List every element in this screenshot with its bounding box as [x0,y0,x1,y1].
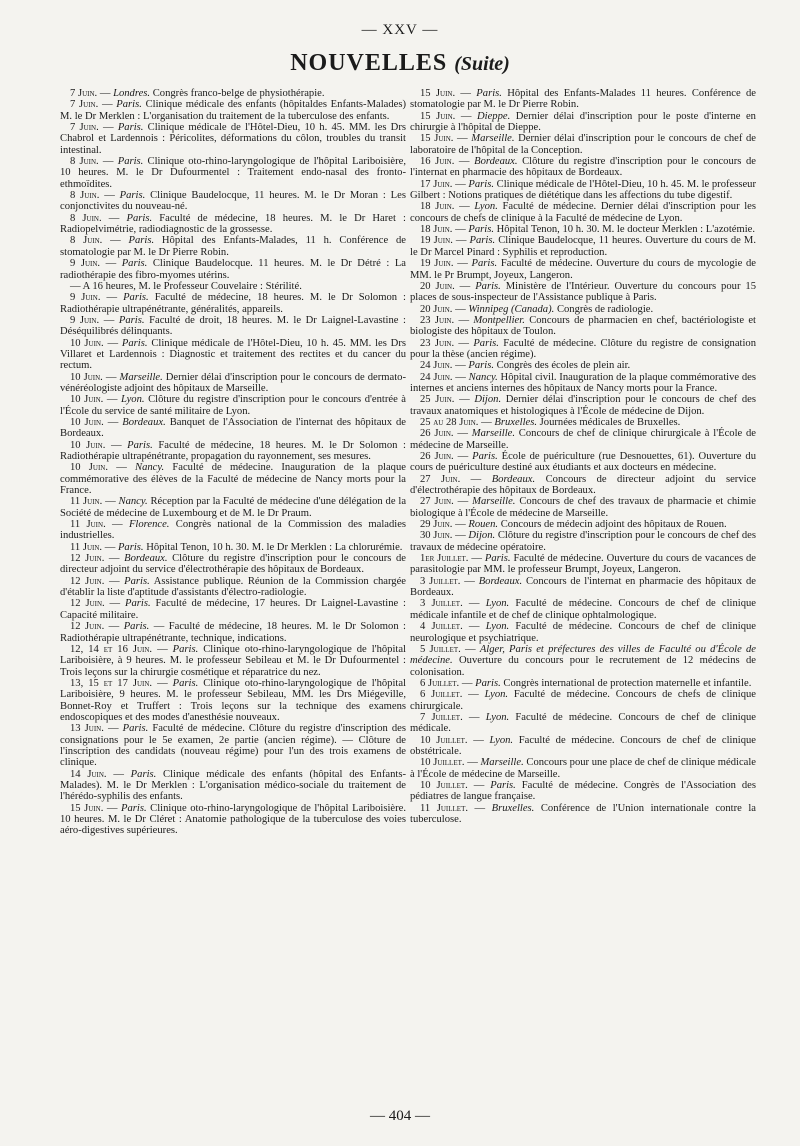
news-entry: 15 Juin. — Marseille. Dernier délai d'inscription pour le concours de chef de laboratoire de l'hôpital de la Conception. [410,133,756,156]
entry-date: 5 Juillet. [420,643,461,655]
entry-text: Congrès des écoles de plein air. [496,360,631,372]
entry-text: Hôpital des Enfants-Malades, 11 h. Conférence de stomatologie par M. le Dr Pierre Robin. [60,235,406,258]
entry-date: 15 Juin. [420,88,456,99]
entry-text: Congrès international de protection maternelle et infantile. [503,677,752,689]
news-entry: 9 Juin. — Paris. Clinique Baudelocque. 11 heures. M. le Dr Détré : La radiothérapie des fibro-myomes utérins. [60,258,406,281]
news-entry: 12 Juin. — Paris. Faculté de médecine, 17 heures. Dr Laignel-Lavastine : Capacité militaire. [60,598,407,621]
entry-text: Clôture du registre d'inscription pour le concours de directeur adjoint du service d'électrothérapie des hôpitaux de Bordeaux. [60,553,406,576]
entry-place: Marseille. [471,428,515,440]
entry-place: Montpellier. [473,314,525,326]
entry-date: 12, 14 et 16 Juin. [70,643,153,655]
entry-place: Lyon. [484,689,509,701]
news-entry: 19 Juin. — Paris. Faculté de médecine. Ouverture du cours de mycologie de MM. le Pr Brumpt, Joyeux, Langeron. [410,258,756,281]
entry-date: 15 Juin. [70,802,104,814]
news-entry: 10 Juin. — Paris. Faculté de médecine, 18 heures. M. le Dr Solomon : Radiothérapie ultrapénétrante, propagation du rayonnement, ses mesures. [60,439,406,462]
news-entry: 30 Juin. — Dijon. Clôture du registre d'inscription pour le concours de chef des travaux de médecine opératoire. [410,530,756,553]
entry-date: 3 Juillet. [420,575,461,587]
entry-place: Nancy. [135,462,165,474]
entry-date: 8 Juin. [70,212,102,224]
entry-text: Réception par la Faculté de médecine d'une délégation de la Société de médecine de Luxembourg et de M. le Dr Praum. [60,496,407,519]
news-entry: 10 Juillet. — Paris. Faculté de médecine. Congrès de l'Association des pédiatres de langue française. [410,779,756,803]
entry-date: 7 Juin. [70,99,99,111]
entry-text: Faculté de médecine. Clôture du registre de consignation pour la thèse (ancien régime). [410,337,757,360]
entry-date: 23 Juin. [420,337,455,349]
news-entry: 25 Juin. — Dijon. Dernier délai d'inscription pour le concours de chef des travaux anatomiques et histologiques à l'École de médecine de Dijon. [410,394,756,417]
entry-date: 7 Juillet. [420,711,463,723]
entry-text: Faculté de médecine. Concours de chef de clinique médicale infantile et de chef de clinique ophtalmologique. [410,598,756,621]
entry-place: Paris. [473,337,499,349]
news-entry: 7 Juin. — Paris. Clinique médicale des enfants (hôpitaldes Enfants-Malades) M. le Dr Merklen : L'organisation du traitement de la tuberculose des enfants. [60,99,406,122]
entry-place: Paris. [172,643,199,655]
entry-place: Marseille. [471,133,515,145]
news-entry: 25 au 28 Juin. — Bruxelles. Journées médicales de Bruxelles. [420,416,681,428]
entry-text: Faculté de médecine. Concours de chef de clinique obstétricale. [410,734,756,757]
entry-text: Hôpital des Enfants-Malades 11 heures. Conférence de stomatologie par M. le Dr Pierre Robin. [410,88,756,111]
entry-text: Dernier délai d'inscription pour le concours de dermato-vénéréologiste adjoint des hôpitaux de Marseille. [60,371,406,394]
entry-date: 9 Juin. [70,314,100,326]
entry-date: 10 Juin. [70,394,104,406]
entry-date: 8 Juin. [70,190,100,202]
entry-text: Faculté de médecine. Ouverture du cours de mycologie de MM. le Pr Brumpt, Joyeux, Langeron. [410,258,756,281]
roman-folio: — XXV — [361,22,439,38]
entry-text: Clôture du registre d'inscription pour le concours de l'internat en pharmacie des hôpitaux de Bordeaux. [410,156,756,179]
entry-date: 12 Juin. [70,575,105,587]
entry-date: 13 Juin. [70,723,104,735]
entry-date: 20 Juin. [420,280,455,292]
entry-place: Paris. [126,212,153,224]
news-entry: 10 Juin. — Bordeaux. Banquet de l'Association de l'internat des hôpitaux de Bordeaux. [60,416,406,440]
right-column [410,88,756,825]
entry-text: Hôpital Tenon, 10 h. 30. M. le Dr Merklen : La chlorurémie. [146,541,403,553]
entry-place: Londres. [113,88,151,99]
entry-text: Faculté de médecine. Congrès de l'Association des pédiatres de langue française. [410,779,756,803]
entry-place: Paris. [172,677,199,689]
news-entry: 5 Juillet. — Alger, Paris et préfectures des villes de Faculté ou d'École de médecine. Ouverture du concours pour le recrutement de 12 médecins de colonisation. [410,643,756,678]
entry-date: 17 Juin. [420,178,453,190]
entry-place: Paris. [117,156,144,168]
entry-place: Lyon. [485,598,510,610]
entry-text: Concours de pharmacien en chef, bactériologiste et biologiste des hôpitaux de Toulon. [410,314,756,338]
entry-place: Paris. [472,451,498,462]
entry-date: 18 Juin. [420,201,455,213]
entry-date: 24 Juin. [420,371,453,383]
entry-place: Paris. [476,88,502,99]
entry-date: 10 Juillet. [420,779,468,791]
entry-date: 3 Juillet. [420,598,463,610]
entry-place: Bordeaux. [491,473,536,485]
entry-place: Paris. [125,598,151,610]
entry-date: 6 Juillet. [420,677,460,689]
entry-text: Clinique médicale des enfants (hôpital des Enfants-Malades). M. le Dr Merklen : L'organisation médico-sociale du traitement de l'hérédo-syphilis des enfants. [60,768,406,803]
entry-place: Lyon. [474,201,498,213]
entry-date: 24 Juin. [420,360,453,372]
entry-place: Paris. [469,235,496,247]
entry-date: 19 Juin. [420,258,454,270]
entry-date: 9 Juin. [70,258,101,270]
entry-text: Faculté de médecine. Ouverture du cours de vacances de parasitologie par MM. le professeur Brumpt, Joyeux, Langeron. [410,553,756,576]
entry-date: 14 Juin. [70,768,107,780]
entry-place: Marseille. [119,371,163,383]
title-text: NOUVELLES [290,50,448,76]
entry-text: Journées médicales de Bruxelles. [539,416,681,428]
entry-date: 8 Juin. [70,156,99,168]
news-entry: 10 Juin. — Paris. Clinique médicale de l'Hôtel-Dieu, 10 h. 45. MM. les Drs Villaret et Lardennois : Diagnostic et traitement des rectites et du cancer du rectum. [60,337,406,372]
entry-text: Congrès national de la Commission des maladies industrielles. [60,519,407,542]
entry-place: Bordeaux. [122,416,166,428]
entry-text: Faculté de médecine, 18 heures. M. le Dr Solomon : Radiothérapie ultrapénétrante, propagation du rayonnement, ses mesures. [60,439,406,462]
entry-place: Paris. [490,779,516,791]
news-entry: 17 Juin. — Paris. Clinique médicale de l'Hôtel-Dieu, 10 h. 45. M. le professeur Gilbert : Notions pratiques de diététique dans les affections du tube digestif. [410,178,756,202]
entry-place: Nancy. [468,371,498,383]
entry-date: 29 Juin. [420,519,453,531]
entry-text: — Faculté de médecine, 18 heures. M. le Dr Solomon : Radiothérapie ultrapénétrante, technique, indications. [60,621,406,644]
entry-text: Clinique oto-rhino-laryngologique de l'hôpital Lariboisière, 10 heures. M. le Dr Dufourmentel : Traitement endo-nasal des fronto-ethmoïdites. [60,156,407,190]
entry-date: 26 Juin. [420,428,454,440]
entry-place: Lyon. [485,621,510,633]
news-entry: 23 Juin. — Montpellier. Concours de pharmacien en chef, bactériologiste et biologiste des hôpitaux de Toulon. [410,314,756,338]
entry-date: 9 Juin. [70,292,101,304]
left-column [60,88,406,837]
entry-place: Lyon. [489,734,514,746]
entry-place: Paris. [475,677,501,689]
entry-place: Winnipeg (Canada). [468,303,555,315]
entry-place: Paris. [123,292,149,304]
entry-text: Faculté de médecine. Dernier délai d'inscription pour les concours de chefs de clinique à la Faculté de médecine de Lyon. [410,201,756,224]
news-entry: 10 Juillet. — Marseille. Concours pour une place de chef de clinique médicale à l'École de médecine de Marseille. [410,757,756,780]
entry-text: Clôture du registre d'inscription pour le concours de chef des travaux de médecine opératoire. [410,530,756,553]
news-entry: 12 Juin. — Bordeaux. Clôture du registre d'inscription pour le concours de directeur adjoint du service d'électrothérapie des hôpitaux de Bordeaux. [60,553,406,576]
news-entry: 9 Juin. — Paris. Faculté de médecine, 18 heures. M. le Dr Solomon : Radiothérapie ultrapénétrante, généralités, appareils. [60,292,406,315]
section-title [0,50,800,77]
entry-text: Clinique Baudelocque, 11 heures. M. le Dr Moran : Les conjonctivites du nouveau-né. [60,190,406,213]
entry-text: Faculté de médecine. Concours de chefs de clinique chirurgicale. [410,689,756,712]
entry-text: Conférence de l'Union internationale contre la tuberculose. [410,802,756,825]
news-entry: 12, 14 et 16 Juin. — Paris. Clinique oto-rhino-laryngologique de l'hôpital Lariboisière, à 9 heures. M. le professeur Sebileau et M. le Dr Dufourmentel : Trois leçons sur la chirurgie cosmétique et réparatrice du nez. [60,643,407,678]
entry-date: 11 Juin. [70,496,103,508]
entry-date: 12 Juin. [70,621,105,633]
entry-text: Clinique oto-rhino-laryngologique de l'hôpital Lariboisière, 9 heures. M. le professeur Sebileau, MM. les Drs Miégeville, Bonnet-Roy et Truffert : Trois leçons sur la technique des examens endoscopiques et des modes d'anesthésie nouveaux. [60,677,407,723]
entry-date: 10 Juin. [70,337,104,349]
entry-text: Dernier délai d'inscription pour le concours de chef de laboratoire de l'hôpital de la Conception. [410,133,756,156]
news-entry: 8 Juin. — Paris. Clinique oto-rhino-laryngologique de l'hôpital Lariboisière, 10 heures. M. le Dr Dufourmentel : Traitement endo-nasal des fronto-ethmoïdites. [60,156,407,190]
news-entry: 27 Juin. — Bordeaux. Concours de directeur adjoint du service d'électrothérapie des hôpitaux de Bordeaux. [410,473,756,497]
news-entry: 18 Juin. — Lyon. Faculté de médecine. Dernier délai d'inscription pour les concours de chefs de clinique à la Faculté de médecine de Lyon. [410,201,756,224]
news-entry: 26 Juin. — Marseille. Concours de chef de clinique chirurgicale à l'École de médecine de Marseille. [410,428,756,451]
news-entry: 13 Juin. — Paris. Faculté de médecine. Clôture du registre d'inscription des consignations pour le 5e examen, 2e partie (ancien régime). — Clôture de l'inscription des candidats (nouveau régime) pour l'un des trois examens de clinique. [60,723,406,769]
entry-text: Clinique médicale de l'Hôtel-Dieu, 10 h. 45. MM. les Drs Villaret et Lardennois : Diagnostic et traitement des rectites et du cancer du rectum. [60,337,406,372]
entry-place: Paris. [123,621,150,633]
news-entry: 24 Juin. — Paris. Congrès des écoles de plein air. [420,360,631,372]
entry-place: Paris. [127,439,153,451]
news-entry: 20 Juin. — Winnipeg (Canada). Congrès de radiologie. [420,303,654,315]
entry-place: Paris. [121,258,148,270]
news-entry: 13, 15 et 17 Juin. — Paris. Clinique oto-rhino-laryngologique de l'hôpital Lariboisière, 9 heures. M. le professeur Sebileau, MM. les Drs Miégeville, Bonnet-Roy et Truffert : Trois leçons sur la technique des examens endoscopiques et des modes d'anesthésie nouveaux. [60,677,407,723]
entry-text: Clinique Baudelocque, 11 heures. Ouverture du cours de M. le Dr Marcel Pinard : Syphilis et reproduction. [410,235,756,258]
entry-text: Congrès de radiologie. [556,303,654,315]
entry-text: Banquet de l'Association de l'internat des hôpitaux de Bordeaux. [60,416,406,440]
news-entry: 11 Juin. — Paris. Hôpital Tenon, 10 h. 30. M. le Dr Merklen : La chlorurémie. [70,541,403,553]
news-entry: 6 Juillet. — Lyon. Faculté de médecine. Concours de chefs de clinique chirurgicale. [410,689,756,712]
entry-text: Ouverture du concours pour le recrutement de 12 médecins de colonisation. [410,655,756,678]
entry-date: 13, 15 et 17 Juin. [70,677,153,689]
entry-text: Faculté de médecine. Inauguration de la plaque commémorative des élèves de la Faculté de médecine de Nancy morts pour la France. [60,462,406,497]
entry-date: 23 Juin. [420,314,455,326]
news-entry: 1er Juillet. — Paris. Faculté de médecine. Ouverture du cours de vacances de parasitologie par MM. le professeur Brumpt, Joyeux, Langeron. [410,553,756,576]
news-entry: 10 Juin. — Marseille. Dernier délai d'inscription pour le concours de dermato-vénéréologiste adjoint des hôpitaux de Marseille. [60,371,406,394]
news-entry: 15 Juin. — Paris. Hôpital des Enfants-Malades 11 heures. Conférence de stomatologie par M. le Dr Pierre Robin. [410,88,756,111]
entry-date: 10 Juillet. [420,734,468,746]
entry-place: Paris. [118,314,145,326]
entry-text: Faculté de médecine, 18 heures. M. le Dr Solomon : Radiothérapie ultrapénétrante, généralités, appareils. [60,292,406,315]
entry-text: Clinique oto-rhino-laryngologique de l'hôpital Lariboisière, à 9 heures. M. le professeur Sebileau et M. le Dr Dufourmentel : Trois leçons sur la chirurgie cosmétique et réparatrice du nez. [60,643,407,678]
news-entry: 11 Juin. — Florence. Congrès national de la Commission des maladies industrielles. [60,519,407,542]
entry-date: 19 Juin. [420,235,453,247]
entry-date: 12 Juin. [70,598,105,610]
entry-date: 1er Juillet. [420,553,469,565]
entry-date: 11 Juin. [70,519,106,531]
news-entry: 20 Juin. — Paris. Ministère de l'Intérieur. Ouverture du concours pour 15 places de sous-inspecteur de l'Assistance publique à Paris. [410,280,756,304]
entry-text: Hôpital civil. Inauguration de la plaque commémorative des internes et anciens internes des hôpitaux de Nancy morts pour la France. [410,371,756,394]
entry-place: Paris. [128,235,155,247]
entry-place: Dieppe. [477,110,511,122]
entry-text: Faculté de droit, 18 heures. M. le Dr Laignel-Lavastine : Déséquilibrés délinquants. [60,314,407,338]
entry-place: Paris. [468,224,494,236]
entry-text: Concours de médecin adjoint des hôpitaux de Rouen. [500,519,727,531]
entry-date: 27 Juin. [420,496,454,508]
entry-text: Faculté de médecine. Concours de chef de clinique médicale. [410,711,756,735]
entry-text: Concours pour une place de chef de clinique médicale à l'École de médecine de Marseille. [410,757,756,780]
entry-place: Dijon. [468,530,496,542]
entry-date: 30 Juin. [420,530,453,542]
entry-place: Paris. [119,190,146,202]
news-entry: 10 Juin. — Lyon. Clôture du registre d'inscription pour le concours d'entrée à l'École du service de santé militaire de Lyon. [60,394,407,417]
entry-date: 26 Juin. [420,451,454,462]
entry-text: Clinique médicale des enfants (hôpitaldes Enfants-Malades) M. le Dr Merklen : L'organisation du traitement de la tuberculose des enfants. [60,99,406,122]
news-entry: 26 Juin. — Paris. École de puériculture (rue Desnouettes, 61). Ouverture du cours de puériculture destiné aux étudiants et aux docteurs en médecine. [410,451,756,474]
entry-place: Bordeaux. [124,553,168,565]
news-entry: 7 Juin. — Londres. Congrès franco-belge de physiothérapie. [70,88,325,99]
entry-text: Clôture du registre d'inscription pour le concours d'entrée à l'École du service de santé militaire de Lyon. [60,394,407,417]
entry-date: 11 Juin. [70,541,103,553]
entry-date: 10 Juillet. [420,757,465,769]
news-entry: 18 Juin. — Paris. Hôpital Tenon, 10 h. 30. M. le docteur Merklen : L'azotémie. [420,224,756,236]
news-entry: 8 Juin. — Paris. Hôpital des Enfants-Malades, 11 h. Conférence de stomatologie par M. le Dr Pierre Robin. [60,235,406,258]
entry-date: 25 Juin. [420,394,455,406]
news-entry: 11 Juin. — Nancy. Réception par la Faculté de médecine d'une délégation de la Société de médecine de Luxembourg et de M. le Dr Praum. [60,496,407,519]
news-entry: 7 Juin. — Paris. Clinique médicale de l'Hôtel-Dieu, 10 h. 45. MM. les Drs Chabrol et Lardennois : Péricolites, déformations du côlon, troubles du transit intestinal. [60,122,406,156]
news-entry: 8 Juin. — Paris. Clinique Baudelocque, 11 heures. M. le Dr Moran : Les conjonctivites du nouveau-né. [60,190,406,213]
entry-text: École de puériculture (rue Desnouettes, 61). Ouverture du cours de puériculture destiné aux étudiants et aux docteurs en médecine. [410,451,756,474]
news-entry: 23 Juin. — Paris. Faculté de médecine. Clôture du registre de consignation pour la thèse (ancien régime). [410,337,757,360]
entry-text: Concours de chef de clinique chirurgicale à l'École de médecine de Marseille. [410,428,756,451]
entry-text: Dernier délai d'inscription pour le concours de chef des travaux anatomiques et histologiques à l'École de médecine de Dijon. [410,394,756,417]
entry-place: Florence. [128,519,170,531]
entry-text: Clinique médicale de l'Hôtel-Dieu, 10 h. 45. M. le professeur Gilbert : Notions pratiques de diététique dans les affections du tube digestif. [410,178,756,202]
entry-date: 10 Juin. [70,439,106,451]
entry-place: Lyon. [485,711,510,723]
news-entry: 12 Juin. — Paris. — Faculté de médecine, 18 heures. M. le Dr Solomon : Radiothérapie ultrapénétrante, technique, indications. [60,621,406,644]
entry-date: 6 Juillet. [420,689,463,701]
entry-text: — A 16 heures, M. le Professeur Couvelaire : Stérilité. [70,280,302,292]
entry-text: Clinique médicale de l'Hôtel-Dieu, 10 h. 45. MM. les Drs Chabrol et Lardennois : Péricolites, déformations du côlon, troubles du transit intestinal. [60,122,406,156]
entry-place: Paris. [122,723,149,735]
entry-place: Marseille. [472,496,516,508]
news-entry: 7 Juillet. — Lyon. Faculté de médecine. Concours de chef de clinique médicale. [410,711,756,735]
entry-text: Hôpital Tenon, 10 h. 30. M. le docteur Merklen : L'azotémie. [496,224,756,236]
entry-place: Alger, Paris et préfectures des villes de Faculté ou d'École de médecine. [410,643,756,667]
entry-place: Paris. [117,122,144,134]
entry-place: Paris. [121,337,148,349]
news-entry: 11 Juillet. — Bruxelles. Conférence de l'Union internationale contre la tuberculose. [410,802,756,825]
entry-place: Bruxelles. [494,416,538,428]
entry-date: 25 au 28 Juin. [420,416,479,428]
entry-text: Congrès franco-belge de physiothérapie. [152,88,325,99]
news-entry: 12 Juin. — Paris. Assistance publique. Réunion de la Commission chargée d'établir la liste d'aptitude d'assistants d'électro-radiologie. [60,575,406,599]
entry-text: Dernier délai d'inscription pour le poste d'interne en chirurgie à l'hôpital de Dieppe. [410,110,756,134]
entry-place: Paris. [468,360,494,372]
entry-place: Paris. [121,802,147,814]
entry-text: Ministère de l'Intérieur. Ouverture du concours pour 15 places de sous-inspecteur de l'Assistance publique à Paris. [410,280,756,304]
entry-text: Faculté de médecine, 18 heures. M. le Dr Haret : Radiopelvimétrie, radiodiagnostic de la grossesse. [60,212,406,236]
news-entry: 3 Juillet. — Lyon. Faculté de médecine. Concours de chef de clinique médicale infantile et de chef de clinique ophtalmologique. [410,598,756,621]
entry-date: 18 Juin. [420,224,453,236]
news-entry: 16 Juin. — Bordeaux. Clôture du registre d'inscription pour le concours de l'internat en pharmacie des hôpitaux de Bordeaux. [410,156,756,179]
entry-date: 11 Juillet. [420,802,468,814]
entry-place: Marseille. [480,757,524,769]
entry-text: Concours de l'internat en pharmacie des hôpitaux de Bordeaux. [410,575,756,599]
entry-date: 4 Juillet. [420,621,463,633]
entry-place: Paris. [468,178,494,190]
entry-place: Paris. [124,575,150,587]
news-entry: 8 Juin. — Paris. Faculté de médecine, 18 heures. M. le Dr Haret : Radiopelvimétrie, radiodiagnostic de la grossesse. [60,212,406,236]
entry-place: Paris. [130,768,157,780]
entry-date: 12 Juin. [70,553,105,565]
entry-text: Clinique oto-rhino-laryngologique de l'hôpital Lariboisière. 10 heures. M. le Dr Cléret : Anatomie pathologique de la tuberculose des voies aéro-digestives supérieures. [60,802,406,837]
entry-place: Paris. [484,553,511,565]
entry-text: Assistance publique. Réunion de la Commission chargée d'établir la liste d'aptitude d'assistants d'électro-radiologie. [60,575,406,599]
entry-place: Bordeaux. [478,575,523,587]
news-entry: 15 Juin. — Dieppe. Dernier délai d'inscription pour le poste d'interne en chirurgie à l'hôpital de Dieppe. [410,110,756,134]
entry-date: 15 Juin. [420,133,454,145]
entry-place: Rouen. [468,519,499,531]
entry-place: Bruxelles. [491,802,535,814]
entry-text: Concours de directeur adjoint du service d'électrothérapie des hôpitaux de Bordeaux. [410,473,756,497]
entry-date: 10 Juin. [70,371,103,383]
news-entry: 9 Juin. — Paris. Faculté de droit, 18 heures. M. le Dr Laignel-Lavastine : Déséquilibrés délinquants. [60,314,407,338]
entry-place: Paris. [471,258,498,270]
entry-text: Clinique Baudelocque. 11 heures. M. le Dr Détré : La radiothérapie des fibro-myomes utérins. [60,258,406,281]
entry-date: 20 Juin. [420,303,453,315]
news-entry: 24 Juin. — Nancy. Hôpital civil. Inauguration de la plaque commémorative des internes et anciens internes des hôpitaux de Nancy morts pour la France. [410,371,756,394]
news-entry: 10 Juin. — Nancy. Faculté de médecine. Inauguration de la plaque commémorative des élèves de la Faculté de médecine de Nancy morts pour la France. [60,462,406,497]
news-entry: 3 Juillet. — Bordeaux. Concours de l'internat en pharmacie des hôpitaux de Bordeaux. [410,575,756,599]
page-number: — 404 — [370,1108,430,1124]
entry-date: 10 Juin. [70,462,109,474]
news-entry [60,281,406,292]
entry-place: Paris. [117,541,144,553]
entry-place: Bordeaux. [474,156,518,168]
entry-text: Concours de chef des travaux de pharmacie et chimie biologique à l'École de médecine de Marseille. [410,496,756,519]
news-entry: 15 Juin. — Paris. Clinique oto-rhino-laryngologique de l'hôpital Lariboisière. 10 heures. M. le Dr Cléret : Anatomie pathologique de la tuberculose des voies aéro-digestives supérieures. [60,802,406,837]
title-suffix: (Suite) [454,53,510,75]
entry-date: 16 Juin. [420,156,455,168]
entry-date: 15 Juin. [420,110,456,122]
news-entry: 29 Juin. — Rouen. Concours de médecin adjoint des hôpitaux de Rouen. [420,519,727,531]
entry-place: Paris. [116,99,142,111]
entry-text: Faculté de médecine. Concours de chef de clinique neurologique et psychiatrique. [410,621,756,644]
news-entry: 6 Juillet. — Paris. Congrès international de protection maternelle et infantile. [420,677,752,689]
entry-place: Dijon. [474,394,502,406]
entry-place: Paris. [475,280,501,292]
entry-date: 27 Juin. [420,473,461,485]
entry-place: Lyon. [121,394,145,406]
news-entry: 27 Juin. — Marseille. Concours de chef des travaux de pharmacie et chimie biologique à l'École de médecine de Marseille. [410,496,756,519]
entry-date: 7 Juin. [70,122,99,134]
news-entry: 14 Juin. — Paris. Clinique médicale des enfants (hôpital des Enfants-Malades). M. le Dr Merklen : L'organisation médico-sociale du traitement de l'hérédo-syphilis des enfants. [60,768,406,803]
entry-date: 10 Juin. [70,416,104,428]
news-entry: 10 Juillet. — Lyon. Faculté de médecine. Concours de chef de clinique obstétricale. [410,734,756,757]
entry-place: Nancy. [118,496,148,508]
news-entry: 19 Juin. — Paris. Clinique Baudelocque, 11 heures. Ouverture du cours de M. le Dr Marcel Pinard : Syphilis et reproduction. [410,235,756,258]
entry-text: Faculté de médecine. Clôture du registre d'inscription des consignations pour le 5e examen, 2e partie (ancien régime). — Clôture de l'inscription des candidats (nouveau régime) pour l'un des trois examens de clinique. [60,723,406,769]
entry-text: Faculté de médecine, 17 heures. Dr Laignel-Lavastine : Capacité militaire. [60,598,407,621]
news-entry: 4 Juillet. — Lyon. Faculté de médecine. Concours de chef de clinique neurologique et psychiatrique. [410,621,756,644]
entry-date: 8 Juin. [70,235,103,247]
entry-date: 7 Juin. [70,88,98,99]
